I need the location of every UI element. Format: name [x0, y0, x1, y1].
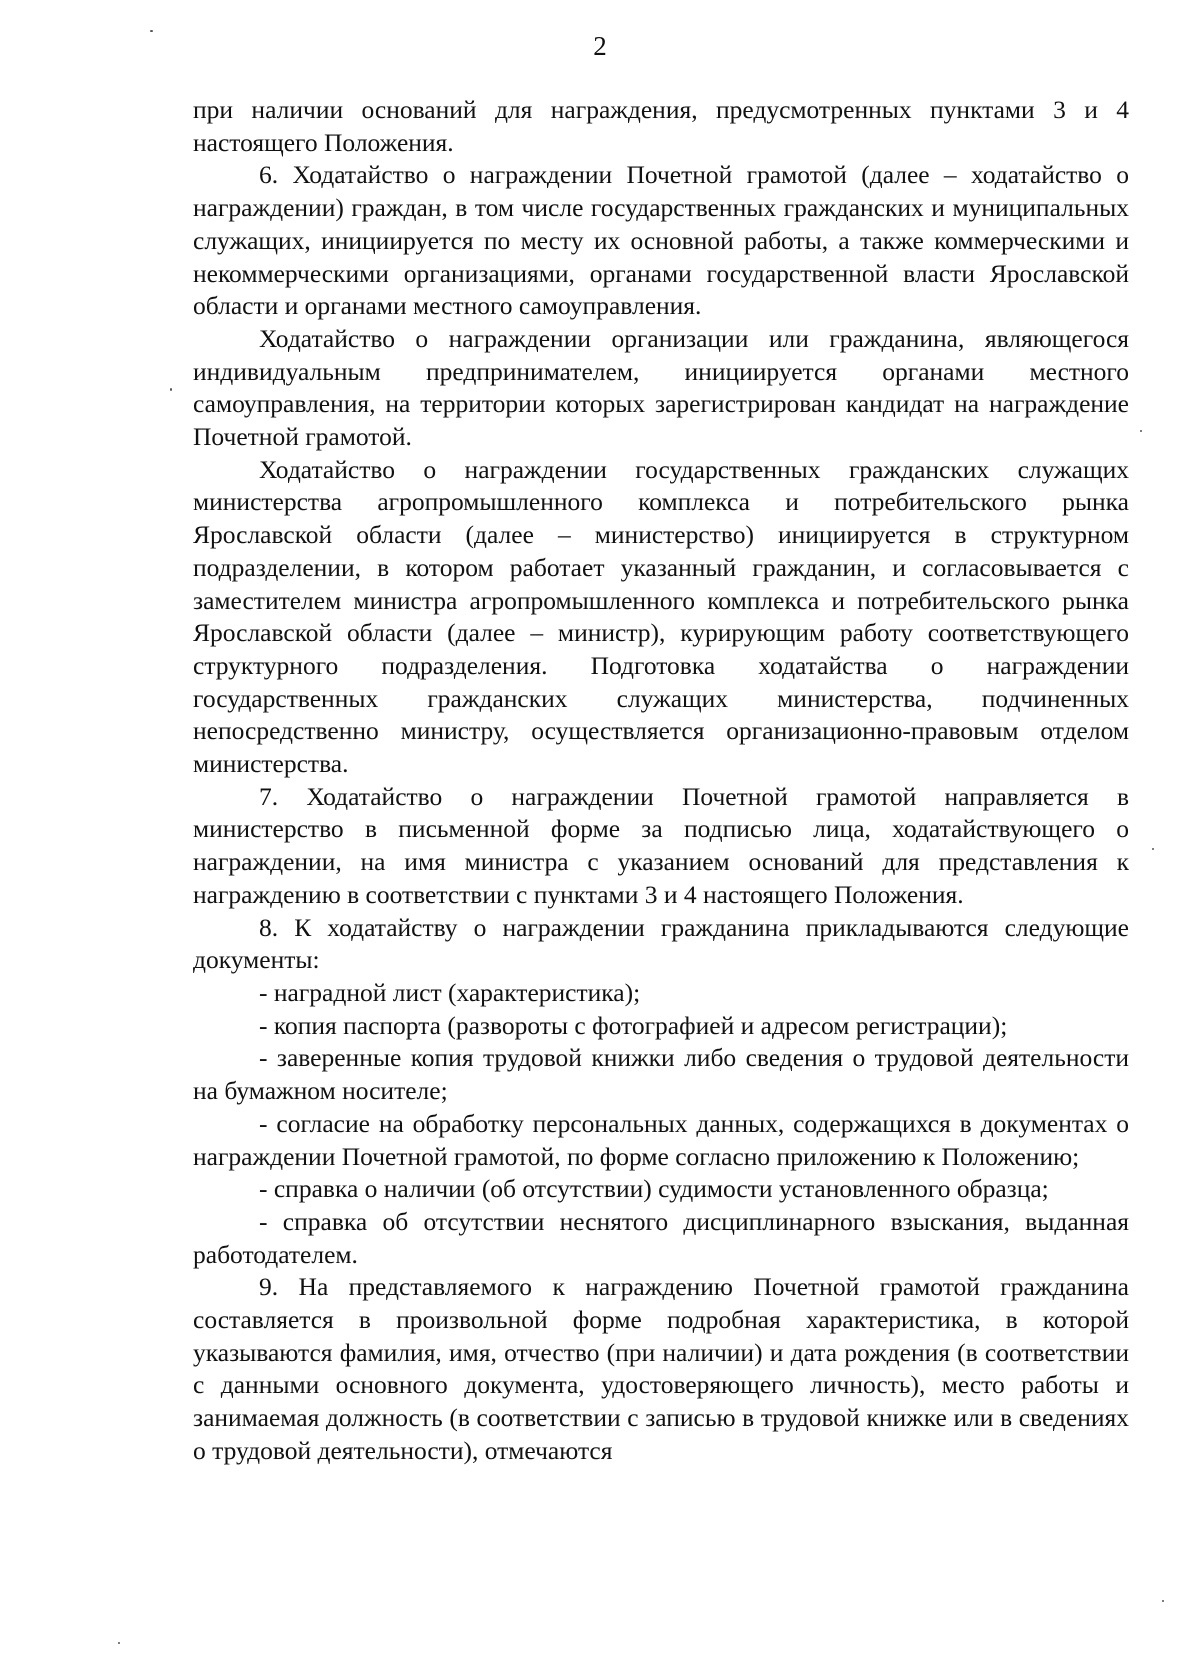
- paragraph-continuation: при наличии оснований для награждения, предусмотренных пунктами 3 и 4 настоящего Положения.: [193, 95, 1129, 157]
- scan-speck: [118, 1642, 120, 1644]
- paragraph-organization-petition: Ходатайство о награждении организации или гражданина, являющегося индивидуальным предпринимателем, инициируется органами местного самоуправления, на территории которых зарегистрирован кандидат на награждение Почетной грамотой.: [193, 323, 1129, 452]
- paragraph-item-7: 7. Ходатайство о награждении Почетной грамотой направляется в министерство в письменной форме за подписью лица, ходатайствующего о награждении, на имя министра с указанием оснований для представления к награждению в соответствии с пунктами 3 и 4 настоящего Положения.: [193, 781, 1129, 909]
- list-item-criminal-record: - справка о наличии (об отсутствии) судимости установленного образца;: [259, 1174, 1049, 1204]
- list-item-disciplinary: - справка об отсутствии неснятого дисциплинарного взыскания, выданная работодателем.: [193, 1206, 1129, 1269]
- paragraph-ministry-employees: Ходатайство о награждении государственных гражданских служащих министерства агропромышленного комплекса и потребительского рынка Ярославской области (далее – министерство) инициируется в структурном подразделении, в котором работает указанный гражданин, и согласовывается с заместителем министра агропромышленного комплекса и потребительского рынка Ярославской области (далее – министр), курирующим работу соответствующего структурного подразделения. Подготовка ходатайства о награждении государственных гражданских служащих министерства, подчиненных непосредственно министру, осуществляется организационно-правовым отделом министерства.: [193, 454, 1129, 779]
- scan-speck: [1152, 848, 1154, 850]
- paragraph-item-6: 6. Ходатайство о награждении Почетной грамотой (далее – ходатайство о награждении) граждан, в том числе государственных гражданских и муниципальных служащих, инициируется по месту их основной работы, а также коммерческими и некоммерческими организациями, органами государственной власти Ярославской области и органами местного самоуправления.: [193, 160, 1129, 321]
- paragraph-item-9: 9. На представляемого к награждению Почетной грамотой гражданина составляется в произвольной форме подробная характеристика, в которой указываются фамилия, имя, отчество (при наличии) и дата рождения (в соответствии с данными основного документа, удостоверяющего личность), место работы и занимаемая должность (в соответствии с записью в трудовой книжке или в сведениях о трудовой деятельности), отмечаются: [193, 1272, 1129, 1465]
- scan-speck: [1140, 430, 1142, 432]
- page-number: 2: [593, 31, 607, 61]
- list-item-data-consent: - согласие на обработку персональных данных, содержащихся в документах о награждении Почетной грамотой, по форме согласно приложению к Положению;: [193, 1108, 1129, 1171]
- list-item-passport-copy: - копия паспорта (развороты с фотографией и адресом регистрации);: [259, 1010, 1008, 1040]
- scan-speck: [1162, 1600, 1164, 1602]
- paragraph-item-8: 8. К ходатайству о награждении гражданина прикладываются следующие документы:: [193, 912, 1129, 975]
- list-item-work-record: - заверенные копия трудовой книжки либо сведения о трудовой деятельности на бумажном носителе;: [193, 1043, 1129, 1106]
- scan-speck: [150, 30, 153, 32]
- scan-speck: [170, 388, 172, 391]
- list-item-award-sheet: - наградной лист (характеристика);: [259, 977, 641, 1007]
- document-body: [193, 94, 1129, 1468]
